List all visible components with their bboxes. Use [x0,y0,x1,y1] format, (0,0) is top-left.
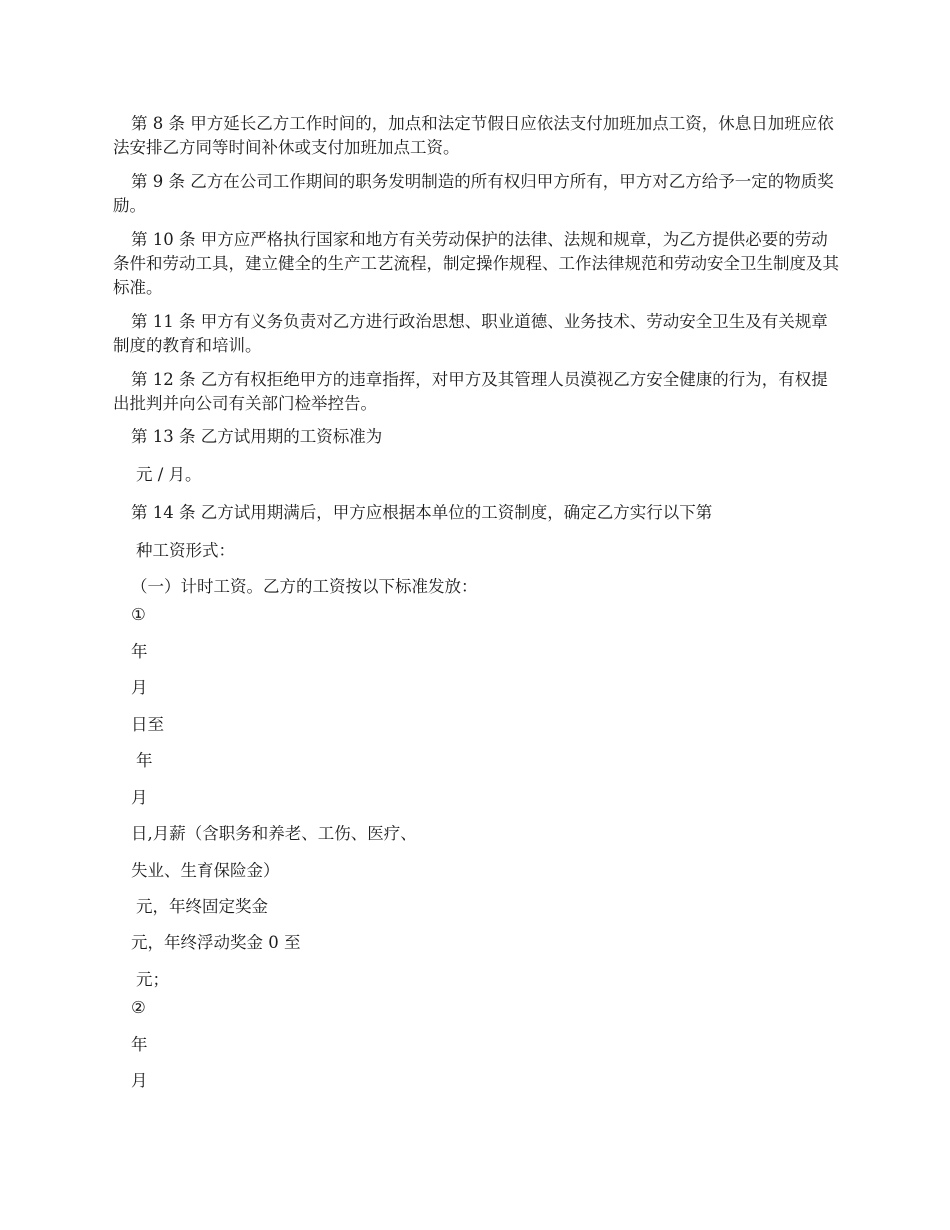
clause-10: 第 10 条 甲方应严格执行国家和地方有关劳动保护的法律、法规和规章，为乙方提供必要的劳动条件和劳动工具，建立健全的生产工艺流程，制定操作规程、工作法律规范和劳动安全卫生制度及其标准。 [113,230,839,297]
hourly-wage-heading: （一）计时工资。乙方的工资按以下标准发放： [131,577,478,596]
item-2-year: 年 [131,1035,148,1054]
item-1-monthly-salary: 日,月薪（含职务和养老、工伤、医疗、 [131,824,417,843]
item-1-fixed-bonus: 元，年终固定奖金 [136,897,268,916]
clause-13-unit: 元 / 月。 [136,465,202,484]
clause-13: 第 13 条 乙方试用期的工资标准为 [131,427,383,446]
item-1-floating-bonus: 元，年终浮动奖金 0 至 [131,933,301,952]
clause-11: 第 11 条 甲方有义务负责对乙方进行政治思想、职业道德、业务技术、劳动安全卫生及有关规章制度的教育和培训。 [113,312,828,355]
item-1-year-end: 年 [136,751,153,770]
clause-8: 第 8 条 甲方延长乙方工作时间的，加点和法定节假日应依法支付加班加点工资，休息日加班应依法安排乙方同等时间补休或支付加班加点工资。 [113,114,834,157]
item-1-month-end: 月 [131,788,148,807]
item-1-marker: ① [131,605,146,624]
item-1-yuan: 元； [136,970,169,989]
item-1-insurance: 失业、生育保险金） [131,861,280,880]
clause-12: 第 12 条 乙方有权拒绝甲方的违章指挥，对甲方及其管理人员漠视乙方安全健康的行为，有权提出批判并向公司有关部门检举控告。 [113,370,828,413]
clause-14: 第 14 条 乙方试用期满后，甲方应根据本单位的工资制度，确定乙方实行以下第 [131,503,713,522]
item-1-day-to: 日至 [131,715,164,734]
item-1-year: 年 [131,642,148,661]
item-2-month: 月 [131,1071,148,1090]
clause-14-wage-form: 种工资形式： [136,541,235,560]
clause-9: 第 9 条 乙方在公司工作期间的职务发明制造的所有权归甲方所有，甲方对乙方给予一定的物质奖励。 [113,172,834,215]
item-2-marker: ② [131,998,146,1017]
item-1-month: 月 [131,678,148,697]
